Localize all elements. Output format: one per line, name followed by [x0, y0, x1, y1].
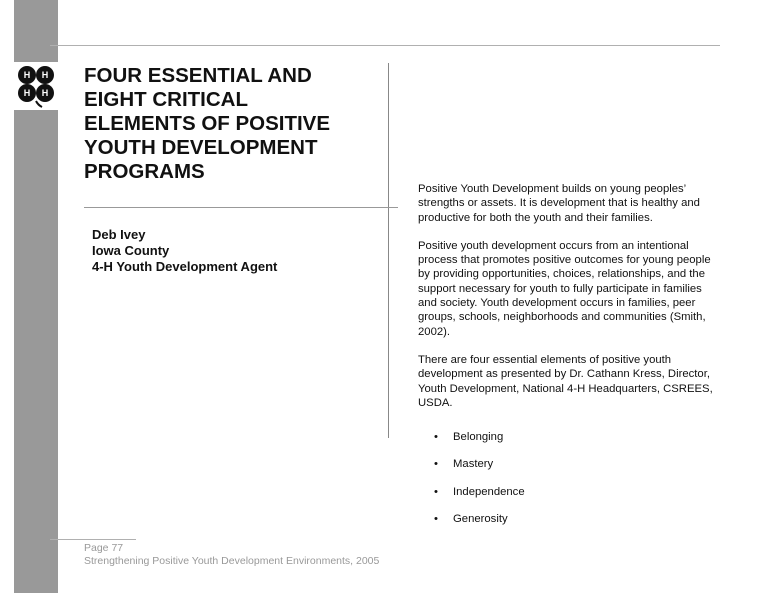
svg-text:H: H — [41, 88, 49, 98]
body-text — [418, 182, 718, 539]
list-item: • Independence — [418, 485, 718, 499]
paragraph-elements: There are four essential elements of positive youth development as presented by Dr. Cathann Kress, Director, Youth Development, National 4-H Headquarters, CSREES, USDA. — [418, 353, 713, 409]
list-item: • Mastery — [418, 457, 718, 471]
paragraph-intro: Positive Youth Development builds on young peoples’ strengths or assets. It is development that is healthy and productive for both the youth and their families. — [418, 183, 700, 224]
four-h-clover-logo-icon — [14, 63, 58, 109]
author-role: 4-H Youth Development Agent — [92, 259, 278, 274]
footer-rule — [50, 539, 136, 540]
author-county: Iowa County — [92, 243, 170, 258]
list-item: • Belonging — [418, 430, 718, 444]
svg-text:H: H — [23, 88, 31, 98]
list-item: • Generosity — [418, 512, 718, 526]
footer-source: Strengthening Positive Youth Development Environments, 2005 — [84, 555, 380, 567]
column-divider — [388, 63, 389, 438]
paragraph-definition: Positive youth development occurs from an intentional process that promotes positive outcomes for young people by providing opportunities, choices, relationships, and the support necessary for youth to fully participate in families and society. Youth development occurs in families, peer groups, schools, neighborhoods and communities (Smith, 2002). — [418, 239, 711, 338]
page-title: FOUR ESSENTIAL AND EIGHT CRITICAL ELEMENTS OF POSITIVE YOUTH DEVELOPMENT PROGRAMS — [84, 64, 331, 183]
author-block — [92, 227, 277, 275]
page-number: Page 77 — [84, 542, 124, 554]
svg-text:H: H — [23, 70, 31, 80]
top-rule — [50, 45, 720, 46]
svg-text:H: H — [41, 70, 49, 80]
elements-list — [418, 430, 718, 526]
author-name: Deb Ivey — [92, 227, 146, 242]
title-rule — [84, 207, 398, 208]
footer — [84, 542, 379, 568]
